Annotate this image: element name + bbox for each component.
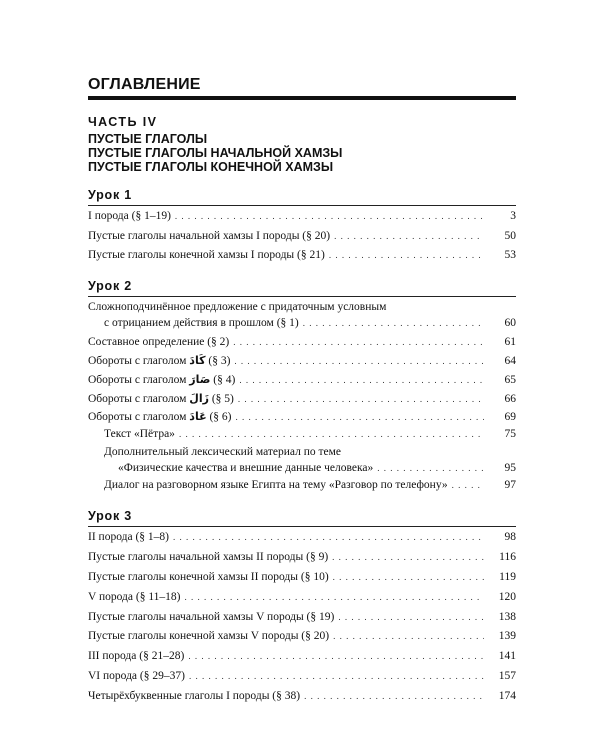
part-title-3: ПУСТЫЕ ГЛАГОЛЫ КОНЕЧНОЙ ХАМЗЫ	[88, 160, 334, 174]
dot-leader	[332, 549, 484, 565]
toc-entry-label: Пустые глаголы начальной хамзы I породы (§ 20)	[88, 230, 331, 242]
dot-leader	[239, 372, 484, 388]
toc-entry[interactable]	[88, 609, 516, 625]
toc-entry-label: Составное определение (§ 2)	[88, 336, 230, 348]
lesson-3-rule	[88, 526, 516, 527]
toc-entry[interactable]	[88, 247, 516, 263]
part-label: ЧАСТЬ IV	[88, 115, 158, 129]
toc-entry-label	[88, 391, 234, 407]
arabic-verb: صَارَ	[189, 373, 211, 386]
toc-entry-label-text: Обороты с глаголом	[88, 411, 190, 423]
toc-entry[interactable]	[88, 648, 516, 664]
toc-entry-label: III порода (§ 21–28)	[88, 650, 185, 662]
toc-entry-page: 3	[510, 210, 516, 222]
toc-entry-page: 139	[498, 630, 516, 642]
lesson-2-rule	[88, 296, 516, 297]
toc-entry-label: Пустые глаголы начальной хамзы V породы (§ 19)	[88, 611, 335, 623]
toc-entry-page: 60	[504, 317, 516, 329]
dot-leader	[234, 353, 484, 369]
toc-entry-label: «Физические качества и внешние данные человека»	[118, 462, 374, 474]
toc-entry-page: 138	[498, 611, 516, 623]
toc-entry-page: 98	[504, 531, 516, 543]
dot-leader	[329, 247, 484, 263]
toc-entry[interactable]	[88, 391, 516, 407]
dot-leader	[184, 589, 484, 605]
toc-entry[interactable]	[104, 315, 516, 331]
part-title-2: ПУСТЫЕ ГЛАГОЛЫ НАЧАЛЬНОЙ ХАМЗЫ	[88, 146, 343, 160]
toc-entry-page: 53	[504, 249, 516, 261]
toc-entry-label: Четырёхбуквенные глаголы I породы (§ 38)	[88, 690, 301, 702]
toc-entry[interactable]	[88, 228, 516, 244]
toc-entry-page: 61	[504, 336, 516, 348]
toc-entry-page: 64	[504, 355, 516, 367]
toc-entry-page: 97	[504, 479, 516, 491]
toc-entry[interactable]	[88, 409, 516, 425]
toc-entry-page: 65	[504, 374, 516, 386]
toc-entry-section: (§ 5)	[208, 393, 234, 405]
lesson-2-title: Урок 2	[88, 279, 133, 293]
toc-entry[interactable]	[118, 460, 516, 476]
toc-entry-label: Диалог на разговорном языке Египта на тему «Разговор по телефону»	[104, 479, 448, 491]
toc-entry-page: 174	[498, 690, 516, 702]
toc-entry[interactable]	[88, 334, 516, 350]
dot-leader	[304, 688, 484, 704]
toc-entry[interactable]	[88, 529, 516, 545]
toc-entry-page: 119	[499, 571, 516, 583]
dot-leader	[188, 648, 484, 664]
toc-entry-label: с отрицанием действия в прошлом (§ 1)	[104, 317, 299, 329]
toc-entry-label: Текст «Пётра»	[104, 428, 175, 440]
toc-entry[interactable]	[88, 208, 516, 224]
dot-leader	[338, 609, 484, 625]
toc-entry[interactable]	[88, 668, 516, 684]
toc-entry-first-line: Дополнительный лексический материал по теме	[104, 446, 342, 458]
dot-leader	[238, 391, 484, 407]
toc-entry-page: 141	[498, 650, 516, 662]
part-header	[88, 114, 516, 174]
part-title-1: ПУСТЫЕ ГЛАГОЛЫ	[88, 132, 208, 146]
toc-entry-label	[88, 353, 230, 369]
toc-entry-section: (§ 4)	[210, 374, 236, 386]
toc-entry-page: 157	[498, 670, 516, 682]
dot-leader	[233, 334, 484, 350]
toc-entry-label: Пустые глаголы начальной хамзы II породы (§ 9)	[88, 551, 329, 563]
dot-leader	[175, 208, 484, 224]
toc-entry-label: Пустые глаголы конечной хамзы V породы (§ 20)	[88, 630, 330, 642]
toc-entry[interactable]	[88, 589, 516, 605]
lesson-1-title: Урок 1	[88, 188, 133, 202]
dot-leader	[189, 668, 484, 684]
toc-entry-label-text: Обороты с глаголом	[88, 393, 190, 405]
toc-entry[interactable]	[88, 628, 516, 644]
toc-entry[interactable]	[88, 372, 516, 388]
dot-leader	[333, 628, 484, 644]
toc-entry-page: 95	[504, 462, 516, 474]
toc-entry-label	[88, 409, 232, 425]
toc-entry[interactable]	[88, 549, 516, 565]
toc-entry-label: I порода (§ 1–19)	[88, 210, 171, 222]
dot-leader	[452, 477, 484, 493]
arabic-verb: كَادَ	[189, 354, 206, 367]
toc-entry-label: Пустые глаголы конечной хамзы II породы (§ 10)	[88, 571, 329, 583]
arabic-verb: زَالَ	[189, 392, 209, 405]
toc-entry-label: Пустые глаголы конечной хамзы I породы (§ 21)	[88, 249, 325, 261]
toc-entry-label: V порода (§ 11–18)	[88, 591, 181, 603]
toc-entry-label	[88, 372, 235, 388]
toc-entry[interactable]	[104, 477, 516, 493]
toc-entry-page: 116	[499, 551, 516, 563]
toc-entry-page: 75	[504, 428, 516, 440]
heading-rule	[88, 96, 516, 100]
dot-leader	[333, 569, 484, 585]
toc-entry[interactable]	[88, 569, 516, 585]
page-title: ОГЛАВЛЕНИЕ	[88, 76, 201, 93]
toc-entry-label-text: Обороты с глаголом	[88, 374, 190, 386]
toc-entry-first-line: Сложноподчинённое предложение с придаточным условным	[88, 301, 387, 313]
toc-entry-label-text: Обороты с глаголом	[88, 355, 190, 367]
toc-entry-section: (§ 3)	[205, 355, 231, 367]
dot-leader	[303, 315, 484, 331]
toc-entry-section: (§ 6)	[206, 411, 232, 423]
lesson-3-title: Урок 3	[88, 509, 133, 523]
dot-leader	[179, 426, 484, 442]
dot-leader	[173, 529, 484, 545]
dot-leader	[236, 409, 484, 425]
toc-entry-page: 120	[498, 591, 516, 603]
toc-entry-page: 66	[504, 393, 516, 405]
toc-entry-page: 50	[504, 230, 516, 242]
toc-entry-page: 69	[504, 411, 516, 423]
toc-entry[interactable]	[88, 353, 516, 369]
toc-entry-label: VI порода (§ 29–37)	[88, 670, 185, 682]
toc-entry-label: II порода (§ 1–8)	[88, 531, 169, 543]
dot-leader	[377, 460, 484, 476]
toc-entry[interactable]	[104, 426, 516, 442]
toc-entry[interactable]	[88, 688, 516, 704]
arabic-verb: عَادَ	[189, 410, 207, 423]
lesson-1-rule	[88, 205, 516, 206]
dot-leader	[334, 228, 484, 244]
